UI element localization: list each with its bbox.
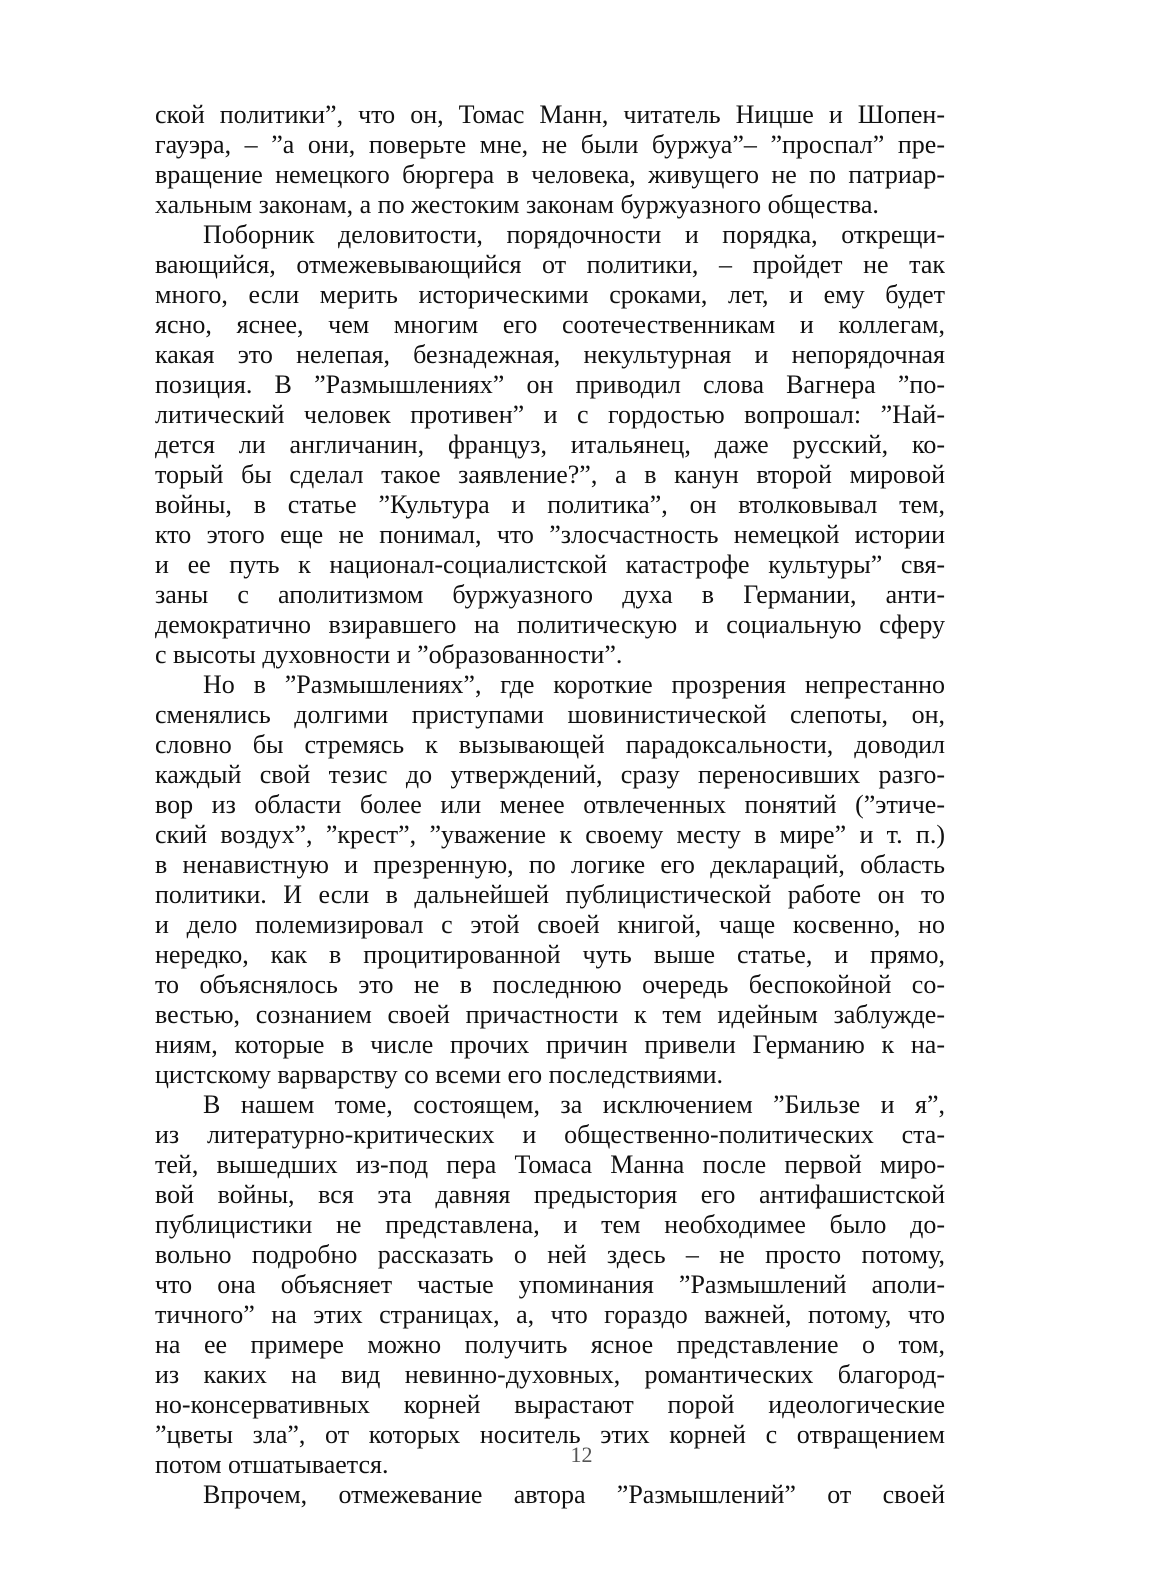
- text-line: ”цветы зла”, от которых носитель этих корней с отвращением: [155, 1420, 945, 1449]
- text-line: вающийся, отмежевывающийся от политики, – пройдет не так: [155, 250, 945, 279]
- text-line: литический человек противен” и с гордостью вопрошал: ”Най-: [155, 400, 945, 429]
- text-line: словно бы стремясь к вызывающей парадоксальности, доводил: [155, 730, 945, 759]
- text-line: ясно, яснее, чем многим его соотечественникам и коллегам,: [155, 310, 945, 339]
- paragraph: [155, 220, 945, 670]
- text-line: вольно подробно рассказать о ней здесь – не просто потому,: [155, 1240, 945, 1269]
- text-line: из литературно-критических и общественно-политических ста-: [155, 1120, 945, 1149]
- page-number: 12: [570, 1442, 593, 1467]
- paragraph: [155, 670, 945, 1090]
- text-line: каждый свой тезис до утверждений, сразу переносивших разго-: [155, 760, 945, 789]
- text-line: но-консервативных корней вырастают порой идеологические: [155, 1390, 945, 1419]
- text-line: вращение немецкого бюргера в человека, живущего не по патриар-: [155, 160, 945, 189]
- paragraph: [155, 1090, 945, 1480]
- text-line: то объяснялось это не в последнюю очередь беспокойной со-: [155, 970, 945, 999]
- text-line: кто этого еще не понимал, что ”злосчастность немецкой истории: [155, 520, 945, 549]
- text-line: сменялись долгими приступами шовинистической слепоты, он,: [155, 700, 945, 729]
- text-line: позиция. В ”Размышлениях” он приводил слова Вагнера ”по-: [155, 370, 945, 399]
- text-line: хальным законам, а по жестоким законам буржуазного общества.: [155, 190, 879, 219]
- text-line: политики. И если в дальнейшей публицистической работе он то: [155, 880, 945, 909]
- text-line: вой войны, вся эта давняя предыстория его антифашистской: [155, 1180, 945, 1209]
- paragraph: [155, 100, 945, 220]
- text-line: тей, вышедших из-под пера Томаса Манна после первой миро-: [155, 1150, 945, 1179]
- text-line: цистскому варварству со всеми его последствиями.: [155, 1060, 724, 1089]
- text-line: с высоты духовности и ”образованности”.: [155, 640, 623, 669]
- text-line: торый бы сделал такое заявление?”, а в канун второй мировой: [155, 460, 945, 489]
- text-line: дется ли англичанин, француз, итальянец, даже русский, ко-: [155, 430, 945, 459]
- paragraph: [155, 1480, 945, 1510]
- text-line: ский воздух”, ”крест”, ”уважение к своему месту в мире” и т. п.): [155, 820, 945, 849]
- text-line: и ее путь к национал-социалистской катастрофе культуры” свя-: [155, 550, 945, 579]
- text-line: заны с аполитизмом буржуазного духа в Германии, анти-: [155, 580, 945, 609]
- text-line: гауэра, – ”а они, поверьте мне, не были буржуа”– ”проспал” пре-: [155, 130, 945, 159]
- text-line: публицистики не представлена, и тем необходимее было до-: [155, 1210, 945, 1239]
- text-line: из каких на вид невинно-духовных, романтических благород-: [155, 1360, 945, 1389]
- text-line: Впрочем, отмежевание автора ”Размышлений” от своей: [203, 1480, 945, 1509]
- text-line: вор из области более или менее отвлеченных понятий (”этиче-: [155, 790, 945, 819]
- text-line: вестью, сознанием своей причастности к тем идейным заблужде-: [155, 1000, 945, 1029]
- text-line: войны, в статье ”Культура и политика”, он втолковывал тем,: [155, 490, 945, 519]
- text-line: потом отшатывается.: [155, 1450, 389, 1479]
- text-line: какая это нелепая, безнадежная, некультурная и непорядочная: [155, 340, 945, 369]
- text-line: ниям, которые в числе прочих причин привели Германию к на-: [155, 1030, 945, 1059]
- text-line: что она объясняет частые упоминания ”Размышлений аполи-: [155, 1270, 945, 1299]
- text-line: в ненавистную и презренную, по логике его деклараций, область: [155, 850, 945, 879]
- text-line: демократично взиравшего на политическую и социальную сферу: [155, 610, 945, 639]
- text-line: тичного” на этих страницах, а, что гораздо важней, потому, что: [155, 1300, 945, 1329]
- text-line: ской политики”, что он, Томас Манн, читатель Ницше и Шопен-: [155, 100, 945, 129]
- text-line: В нашем томе, состоящем, за исключением ”Бильзе и я”,: [203, 1090, 945, 1119]
- body-text: [155, 100, 945, 1510]
- text-line: Поборник деловитости, порядочности и порядка, открещи-: [203, 220, 945, 249]
- text-line: нередко, как в процитированной чуть выше статье, и прямо,: [155, 940, 945, 969]
- text-line: и дело полемизировал с этой своей книгой, чаще косвенно, но: [155, 910, 945, 939]
- text-line: на ее примере можно получить ясное представление о том,: [155, 1330, 945, 1359]
- text-line: Но в ”Размышлениях”, где короткие прозрения непрестанно: [203, 670, 945, 699]
- text-line: много, если мерить историческими сроками, лет, и ему будет: [155, 280, 945, 309]
